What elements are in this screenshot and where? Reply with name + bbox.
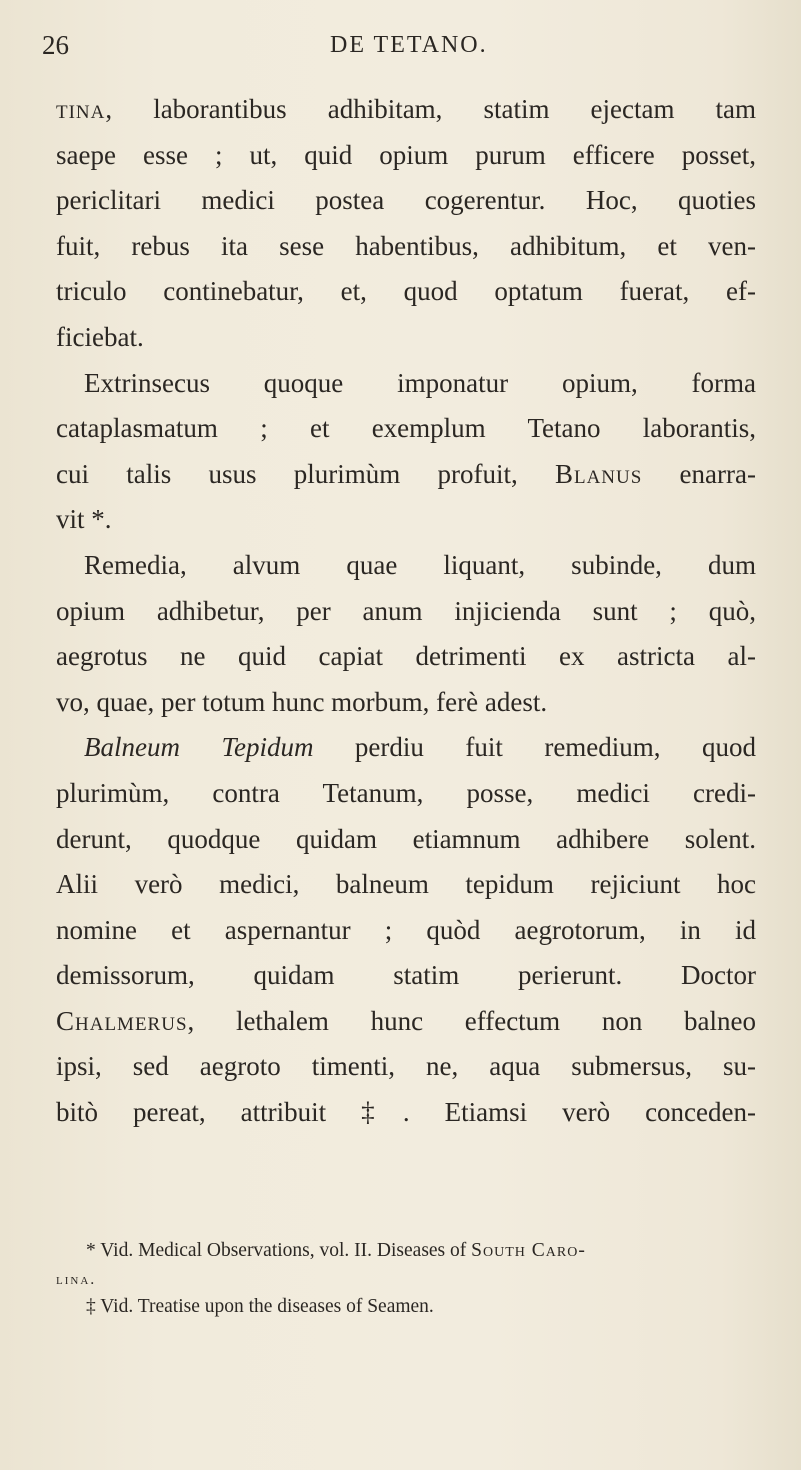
running-title: DE TETANO. — [330, 32, 488, 58]
place-name: South Caro- — [471, 1240, 586, 1261]
author-name: Chalmerus — [56, 1005, 188, 1036]
text-line — [56, 999, 756, 1045]
place-name: lina. — [56, 1271, 97, 1288]
text-run: cui talis usus plurimùm profuit, — [56, 458, 555, 489]
page-number: 26 — [42, 30, 69, 60]
text-line: vit *. — [56, 504, 112, 535]
footnotes — [56, 1237, 801, 1321]
italic-term: Balneum Tepidum — [84, 732, 314, 763]
text-line: nomine et aspernantur ; quòd aegrotorum, in id — [56, 914, 756, 945]
text-run: perdiu fuit remedium, quod — [313, 732, 757, 763]
text-line: opium adhibetur, per anum injicienda sunt ; quò, — [56, 595, 756, 626]
text-line: Alii verò medici, balneum tepidum rejiciunt hoc — [56, 869, 756, 900]
text-line: plurimùm, contra Tetanum, posse, medici credi- — [56, 777, 756, 808]
text-line — [56, 87, 756, 133]
text-line: fuit, rebus ita sese habentibus, adhibitum, et ven- — [56, 230, 756, 261]
text-run: enarra- — [642, 458, 756, 489]
body-text — [56, 87, 756, 1136]
paragraph-start-line: Extrinsecus quoque imponatur opium, forma — [84, 367, 756, 398]
text-run: , lethalem hunc effectum non balneo — [187, 1005, 756, 1036]
text-line: periclitari medici postea cogerentur. Hoc, quoties — [56, 185, 756, 216]
footnote-2: ‡ Vid. Treatise upon the diseases of Seamen. — [86, 1296, 434, 1317]
footnote-1-continuation — [56, 1265, 801, 1293]
footnote-1 — [56, 1237, 801, 1265]
text-line: derunt, quodque quidam etiamnum adhibere solent. — [56, 823, 756, 854]
text-line: triculo continebatur, et, quod optatum fuerat, ef- — [56, 276, 756, 307]
author-name: Blanus — [554, 458, 643, 489]
text-line — [56, 452, 756, 498]
text-line: vo, quae, per totum hunc morbum, ferè adest. — [56, 686, 548, 717]
text-line: saepe esse ; ut, quid opium purum efficere posset, — [56, 139, 756, 170]
text-run: , laborantibus adhibitam, statim ejectam tam — [105, 94, 756, 124]
text-line: cataplasmatum ; et exemplum Tetano laborantis, — [56, 413, 756, 444]
small-caps-word: tina — [56, 94, 106, 124]
text-line: ipsi, sed aegroto timenti, ne, aqua submersus, su- — [56, 1051, 756, 1082]
text-line: bitò pereat, attribuit ‡. Etiamsi verò conceden- — [56, 1097, 756, 1128]
text-run: * Vid. Medical Observations, vol. II. Diseases of — [86, 1240, 472, 1261]
text-line: demissorum, quidam statim perierunt. Doctor — [56, 960, 756, 991]
paragraph-start-line: Remedia, alvum quae liquant, subinde, dum — [84, 549, 756, 580]
text-line: aegrotus ne quid capiat detrimenti ex astricta al- — [56, 641, 756, 672]
text-line: ficiebat. — [56, 321, 144, 352]
paragraph-start-line — [56, 725, 756, 771]
